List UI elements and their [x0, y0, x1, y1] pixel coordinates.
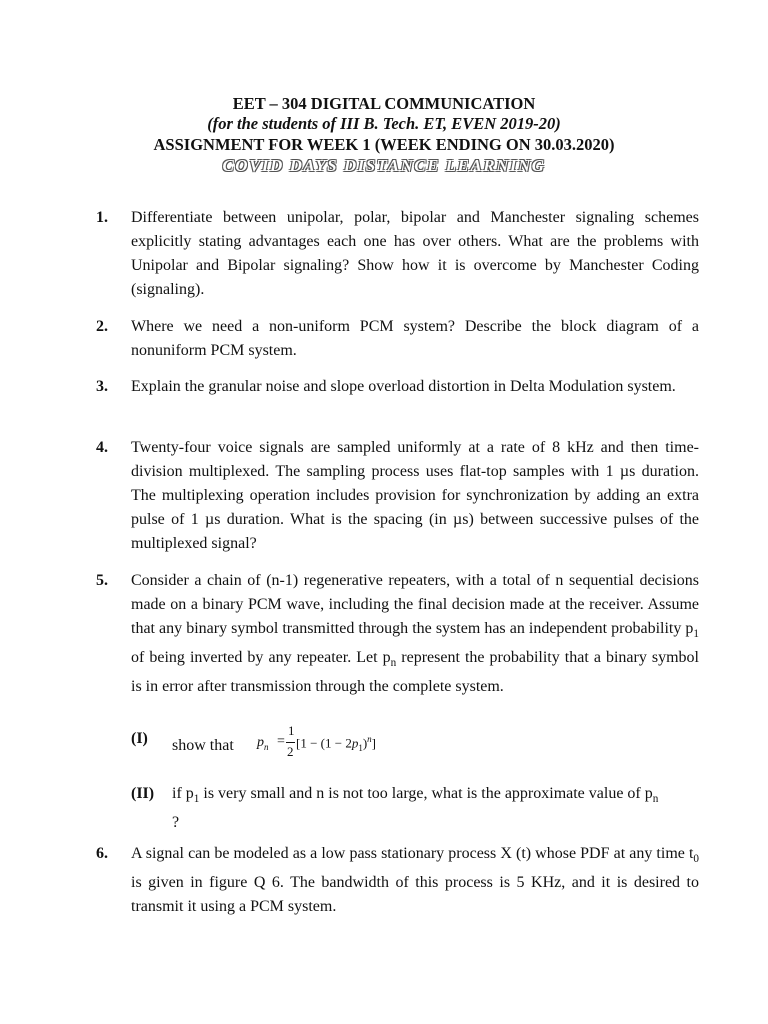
question-number: 3. — [96, 378, 108, 395]
subpart-text: if $p_1$ is very small and n is not too large, what is the approximate value of $p_n$ ? — [172, 785, 659, 832]
question-text: Consider a chain of (n-1) regenerative repeaters, with a total of n sequential decisions made on a binary PCM wave, including the final decision made at the receiver. Assume that any binary symbol transmitted through the system has an independent probability $p_1$ of being inverted by any repeater. Let $p_n$ represent the probability that a binary symbol is in error after transmission through the complete system. — [131, 572, 700, 696]
question-text: Twenty-four voice signals are sampled uniformly at a rate of 8 kHz and then time-division multiplexed. The sampling process uses flat-top samples with 1 µs duration. The multiplexing operation includes provision for synchronization by adding an extra pulse of 1 µs duration. What is the spacing (in µs) between successive pulses of the multiplexed signal? — [131, 439, 699, 552]
question-text: Where we need a non-uniform PCM system? Describe the block diagram of a nonuniform PCM system. — [131, 318, 699, 359]
question-number: 6. — [96, 845, 108, 862]
question-number: 4. — [96, 439, 108, 456]
subpart-label: (II) — [131, 785, 155, 802]
question-number: 1. — [96, 209, 108, 226]
subpart-text: show that — [172, 737, 234, 754]
question-number: 5. — [96, 572, 108, 589]
question-text: A signal can be modeled as a low pass stationary process X (t) whose PDF at any time $t_0$ is given in figure Q 6. The bandwidth of this process is 5 KHz, and it is desired to transmit it using a PCM system. — [131, 845, 699, 916]
assignment-title: ASSIGNMENT FOR WEEK 1 (WEEK ENDING ON 30.03.2020) — [153, 135, 615, 154]
covid-banner: COVID DAYS DISTANCE LEARNING — [222, 156, 546, 175]
subpart-label: (I) — [131, 730, 148, 747]
audience-line: (for the students of III B. Tech. ET, EVEN 2019-20) — [207, 114, 561, 133]
question-text: Explain the granular noise and slope overload distortion in Delta Modulation system. — [131, 378, 676, 395]
question-number: 2. — [96, 318, 108, 335]
probability-formula: $p_n$ = 1 2 $[1 - (1 - 2p_1)^n]$ — [257, 723, 377, 759]
course-title: EET – 304 DIGITAL COMMUNICATION — [232, 94, 536, 113]
question-text: Differentiate between unipolar, polar, bipolar and Manchester signaling schemes explicitly stating advantages each one has over others. What are the problems with Unipolar and Bipolar signaling? Show how it is overcome by Manchester Coding (signaling). — [131, 209, 699, 298]
